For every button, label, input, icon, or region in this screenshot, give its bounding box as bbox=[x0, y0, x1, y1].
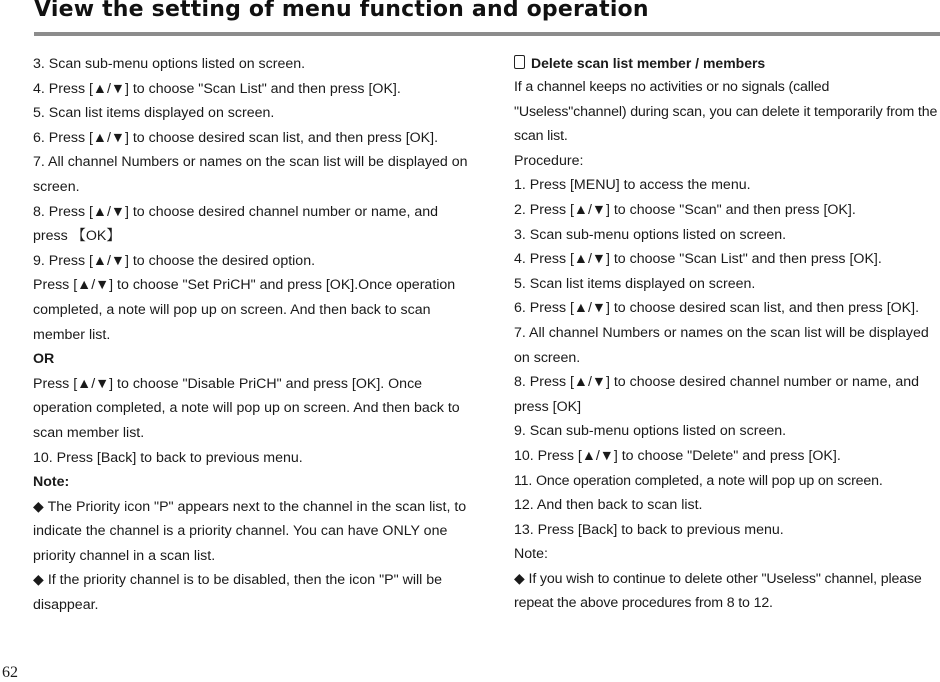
set-prich-paragraph: Press [▲/▼] to choose "Set PriCH" and press [OK].Once operation completed, a note will pop up on screen. And then back to scan member list. bbox=[33, 277, 456, 343]
step-3: 3. Scan sub-menu options listed on screen. bbox=[33, 56, 306, 72]
page-title: View the setting of menu function and operation bbox=[34, 0, 649, 22]
proc-step-1: 1. Press [MENU] to access the menu. bbox=[514, 177, 751, 194]
step-7: 7. All channel Numbers or names on the scan list will be displayed on screen. bbox=[33, 154, 468, 195]
note-label: Note: bbox=[33, 474, 70, 491]
proc-step-4: 4. Press [▲/▼] to choose "Scan List" and then press [OK]. bbox=[514, 251, 882, 268]
proc-step-13: 13. Press [Back] to back to previous menu. bbox=[514, 521, 784, 538]
step-5: 5. Scan list items displayed on screen. bbox=[33, 105, 275, 122]
step-10: 10. Press [Back] to back to previous menu. bbox=[33, 449, 303, 466]
proc-step-11: 11. Once operation completed, a note will pop up on screen. bbox=[514, 472, 883, 489]
note-priority-icon: ◆ The Priority icon "P" appears next to the channel in the scan list, to indicate the channel is a priority channel. You can have ONLY one priority channel in a scan list. bbox=[33, 498, 467, 564]
section-heading bbox=[514, 52, 940, 74]
proc-step-6: 6. Press [▲/▼] to choose desired scan list, and then press [OK]. bbox=[514, 300, 920, 317]
or-label: OR bbox=[33, 351, 55, 368]
proc-step-8: 8. Press [▲/▼] to choose desired channel number or name, and press [OK] bbox=[514, 374, 920, 415]
page-number: 62 bbox=[2, 664, 18, 681]
proc-step-12: 12. And then back to scan list. bbox=[514, 497, 703, 514]
title-underline bbox=[34, 32, 940, 36]
intro-paragraph: If a channel keeps no activities or no signals (called "Useless"channel) during scan, you can delete it temporarily from the scan list. bbox=[514, 79, 938, 145]
note-disable-priority: ◆ If the priority channel is to be disabled, then the icon "P" will be disappear. bbox=[33, 572, 442, 614]
left-column bbox=[33, 52, 473, 618]
step-8: 8. Press [▲/▼] to choose desired channel number or name, and press 【OK】 bbox=[33, 203, 439, 245]
proc-step-5: 5. Scan list items displayed on screen. bbox=[514, 275, 756, 292]
checkbox-icon bbox=[514, 55, 525, 69]
proc-step-9: 9. Scan sub-menu options listed on screen. bbox=[514, 423, 787, 440]
step-4: 4. Press [▲/▼] to choose "Scan List" and then press [OK]. bbox=[33, 80, 401, 97]
proc-step-3: 3. Scan sub-menu options listed on screen. bbox=[514, 226, 787, 243]
right-column bbox=[514, 52, 940, 616]
disable-prich-paragraph: Press [▲/▼] to choose "Disable PriCH" and press [OK]. Once operation completed, a note will pop up on screen. And then back to scan member list. bbox=[33, 375, 460, 441]
procedure-label: Procedure: bbox=[514, 152, 584, 169]
proc-step-7: 7. All channel Numbers or names on the scan list will be displayed on screen. bbox=[514, 324, 929, 366]
note-repeat: ◆ If you wish to continue to delete other "Useless" channel, please repeat the above procedures from 8 to 12. bbox=[514, 570, 922, 612]
step-9: 9. Press [▲/▼] to choose the desired option. bbox=[33, 252, 316, 269]
note-label: Note: bbox=[514, 546, 548, 563]
proc-step-2: 2. Press [▲/▼] to choose "Scan" and then press [OK]. bbox=[514, 201, 856, 218]
step-6: 6. Press [▲/▼] to choose desired scan list, and then press [OK]. bbox=[33, 129, 439, 146]
proc-step-10: 10. Press [▲/▼] to choose "Delete" and press [OK]. bbox=[514, 447, 841, 464]
section-heading-text: Delete scan list member / members bbox=[531, 55, 766, 71]
